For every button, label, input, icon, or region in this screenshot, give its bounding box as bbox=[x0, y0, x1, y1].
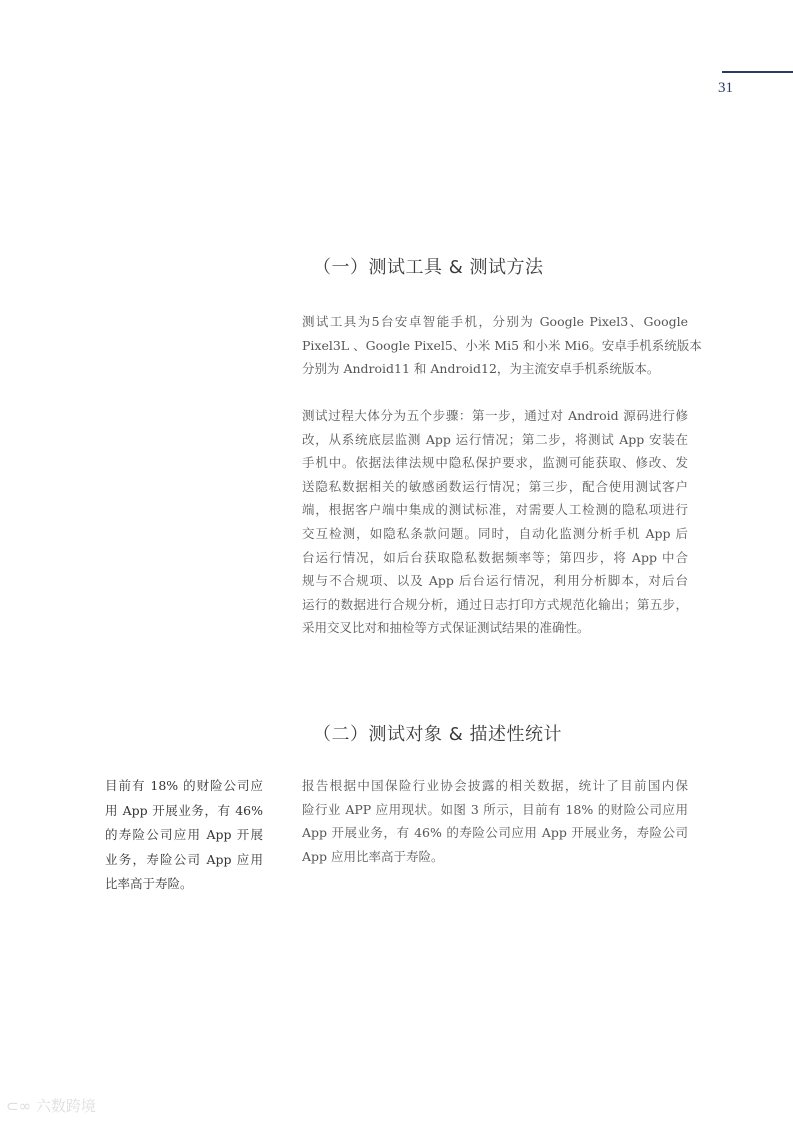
text-line: 端，根据客户端中集成的测试标准，对需要人工检测的隐私项进行 bbox=[302, 502, 688, 518]
page-number: 31 bbox=[718, 80, 733, 96]
text-line: 测试工具为5台安卓智能手机，分别为 Google Pixel3、Google bbox=[302, 314, 688, 329]
section2-heading: （二）测试对象 & 描述性统计 bbox=[313, 724, 562, 745]
text-line: 运行的数据进行合规分析，通过日志打印方式规范化输出；第五步， bbox=[302, 596, 688, 612]
section1-para2 bbox=[302, 404, 688, 640]
text-line: 手机中。依据法律法规中隐私保护要求，监测可能获取、修改、发 bbox=[302, 455, 688, 471]
text-line: 用 App 开展业务，有 46% bbox=[105, 802, 263, 818]
text-line: 规与不合规项、以及 App 后台运行情况，利用分析脚本，对后台 bbox=[302, 573, 688, 589]
section2-para1 bbox=[302, 774, 688, 868]
text-line: 分别为 Android11 和 Android12，为主流安卓手机系统版本。 bbox=[302, 361, 660, 377]
section1-heading: （一）测试工具 & 测试方法 bbox=[313, 257, 544, 278]
text-line: 报告根据中国保险行业协会披露的相关数据，统计了目前国内保 bbox=[302, 778, 688, 793]
text-line: Pixel3L 、Google Pixel5、小米 Mi5 和小米 Mi6。安卓手机系统版本 bbox=[302, 337, 702, 353]
text-line: 送隐私数据相关的敏感函数运行情况；第三步，配合使用测试客户 bbox=[302, 478, 688, 494]
sidebar-callout bbox=[105, 774, 263, 897]
text-line: 目前有 18% 的财险公司应 bbox=[105, 778, 263, 793]
section1-para1 bbox=[302, 310, 702, 381]
text-line: 险行业 APP 应用现状。如图 3 所示，目前有 18% 的财险公司应用 bbox=[302, 801, 688, 817]
text-line: 交互检测，如隐私条款问题。同时，自动化监测分析手机 App 后 bbox=[302, 525, 688, 541]
watermark-text: 六数跨境 bbox=[35, 1097, 96, 1115]
text-line: 采用交叉比对和抽检等方式保证测试结果的准确性。 bbox=[302, 620, 590, 636]
text-line: 的寿险公司应用 App 开展 bbox=[105, 827, 263, 842]
text-line: App 应用比率高于寿险。 bbox=[302, 848, 444, 864]
header-rule bbox=[722, 71, 793, 73]
watermark-logo: ⊂∞ 六数跨境 bbox=[6, 1097, 96, 1115]
text-line: 台运行情况，如后台获取隐私数据频率等；第四步，将 App 中合 bbox=[302, 549, 688, 565]
text-line: 业务，寿险公司 App 应用 bbox=[105, 851, 263, 867]
text-line: App 开展业务，有 46% 的寿险公司应用 App 开展业务，寿险公司 bbox=[302, 825, 688, 841]
text-line: 比率高于寿险。 bbox=[105, 876, 193, 891]
text-line: 测试过程大体分为五个步骤：第一步，通过对 Android 源码进行修 bbox=[302, 408, 688, 423]
text-line: 改，从系统底层监测 App 运行情况；第二步，将测试 App 安装在 bbox=[302, 431, 688, 447]
